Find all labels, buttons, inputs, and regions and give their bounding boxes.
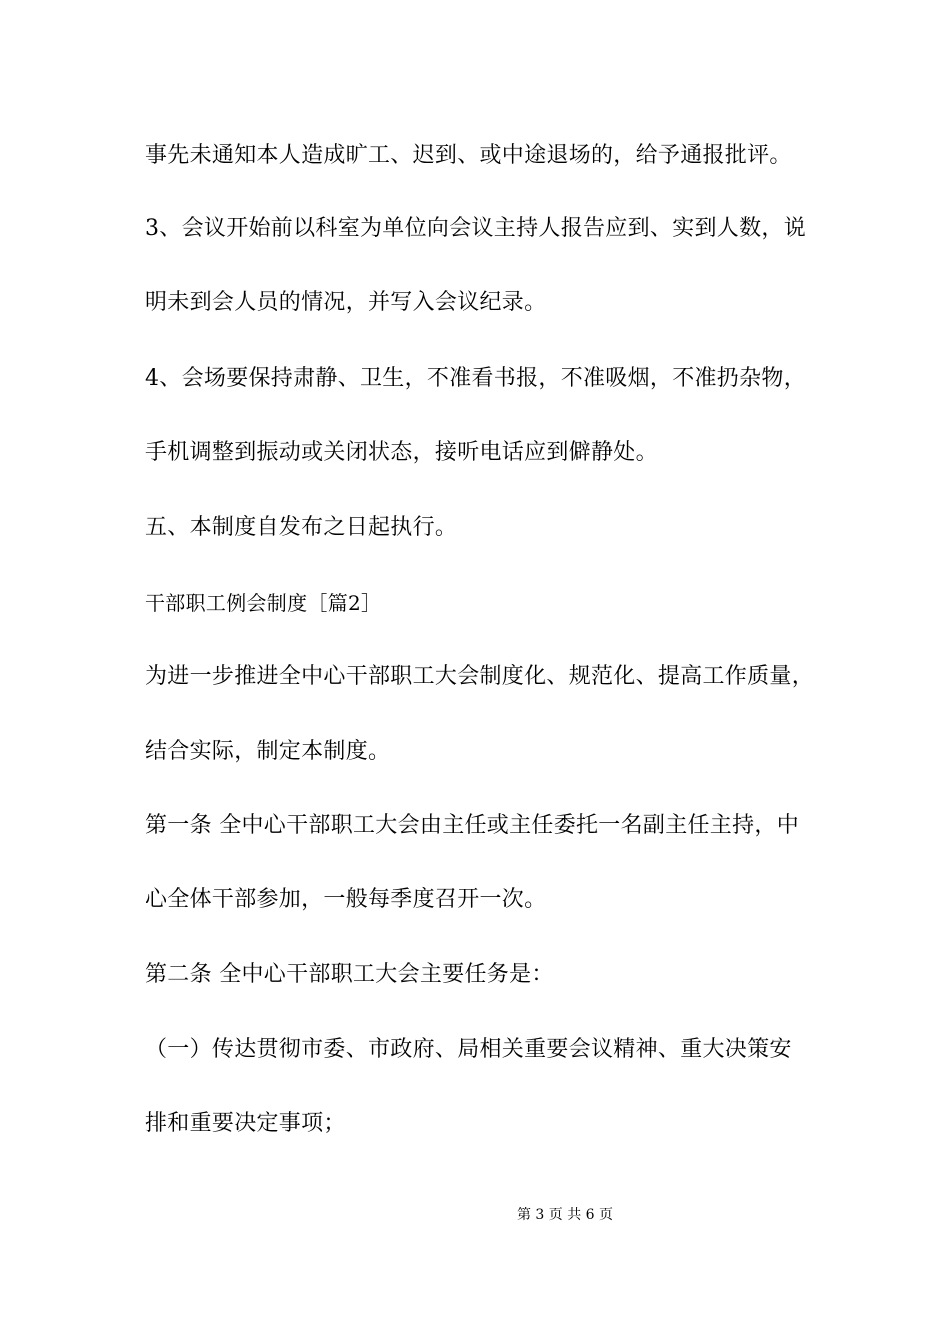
paragraph-line: 为进一步推进全中心干部职工大会制度化、规范化、提高工作质量， <box>145 664 815 689</box>
page-footer <box>0 1206 950 1224</box>
paragraph-line: 手机调整到振动或关闭状态，接听电话应到僻静处。 <box>145 440 658 465</box>
paragraph-line: 排和重要决定事项； <box>145 1111 346 1136</box>
paragraph-line: 结合实际，制定本制度。 <box>145 739 391 764</box>
paragraph-line: 明未到会人员的情况，并写入会议纪录。 <box>145 290 547 315</box>
paragraph-line: （一）传达贯彻市委、市政府、局相关重要会议精神、重大决策安 <box>145 1037 792 1062</box>
paragraph-line: 第二条 全中心干部职工大会主要任务是： <box>145 962 554 987</box>
paragraph-line: 3、会议开始前以科室为单位向会议主持人报告应到、实到人数，说 <box>145 216 806 241</box>
page-number: 第 3 页 共 6 页 <box>516 1207 614 1223</box>
paragraph-line: 第一条 全中心干部职工大会由主任或主任委托一名副主任主持，中 <box>145 813 799 838</box>
paragraph-line: 五、本制度自发布之日起执行。 <box>145 515 458 540</box>
paragraph-line: 4、会场要保持肃静、卫生，不准看书报，不准吸烟，不准扔杂物， <box>145 366 806 391</box>
paragraph-line: 心全体干部参加，一般每季度召开一次。 <box>145 887 547 912</box>
paragraph-line: 事先未通知本人造成旷工、迟到、或中途退场的，给予通报批评。 <box>145 143 792 168</box>
section-heading: 干部职工例会制度［篇2］ <box>145 591 382 615</box>
